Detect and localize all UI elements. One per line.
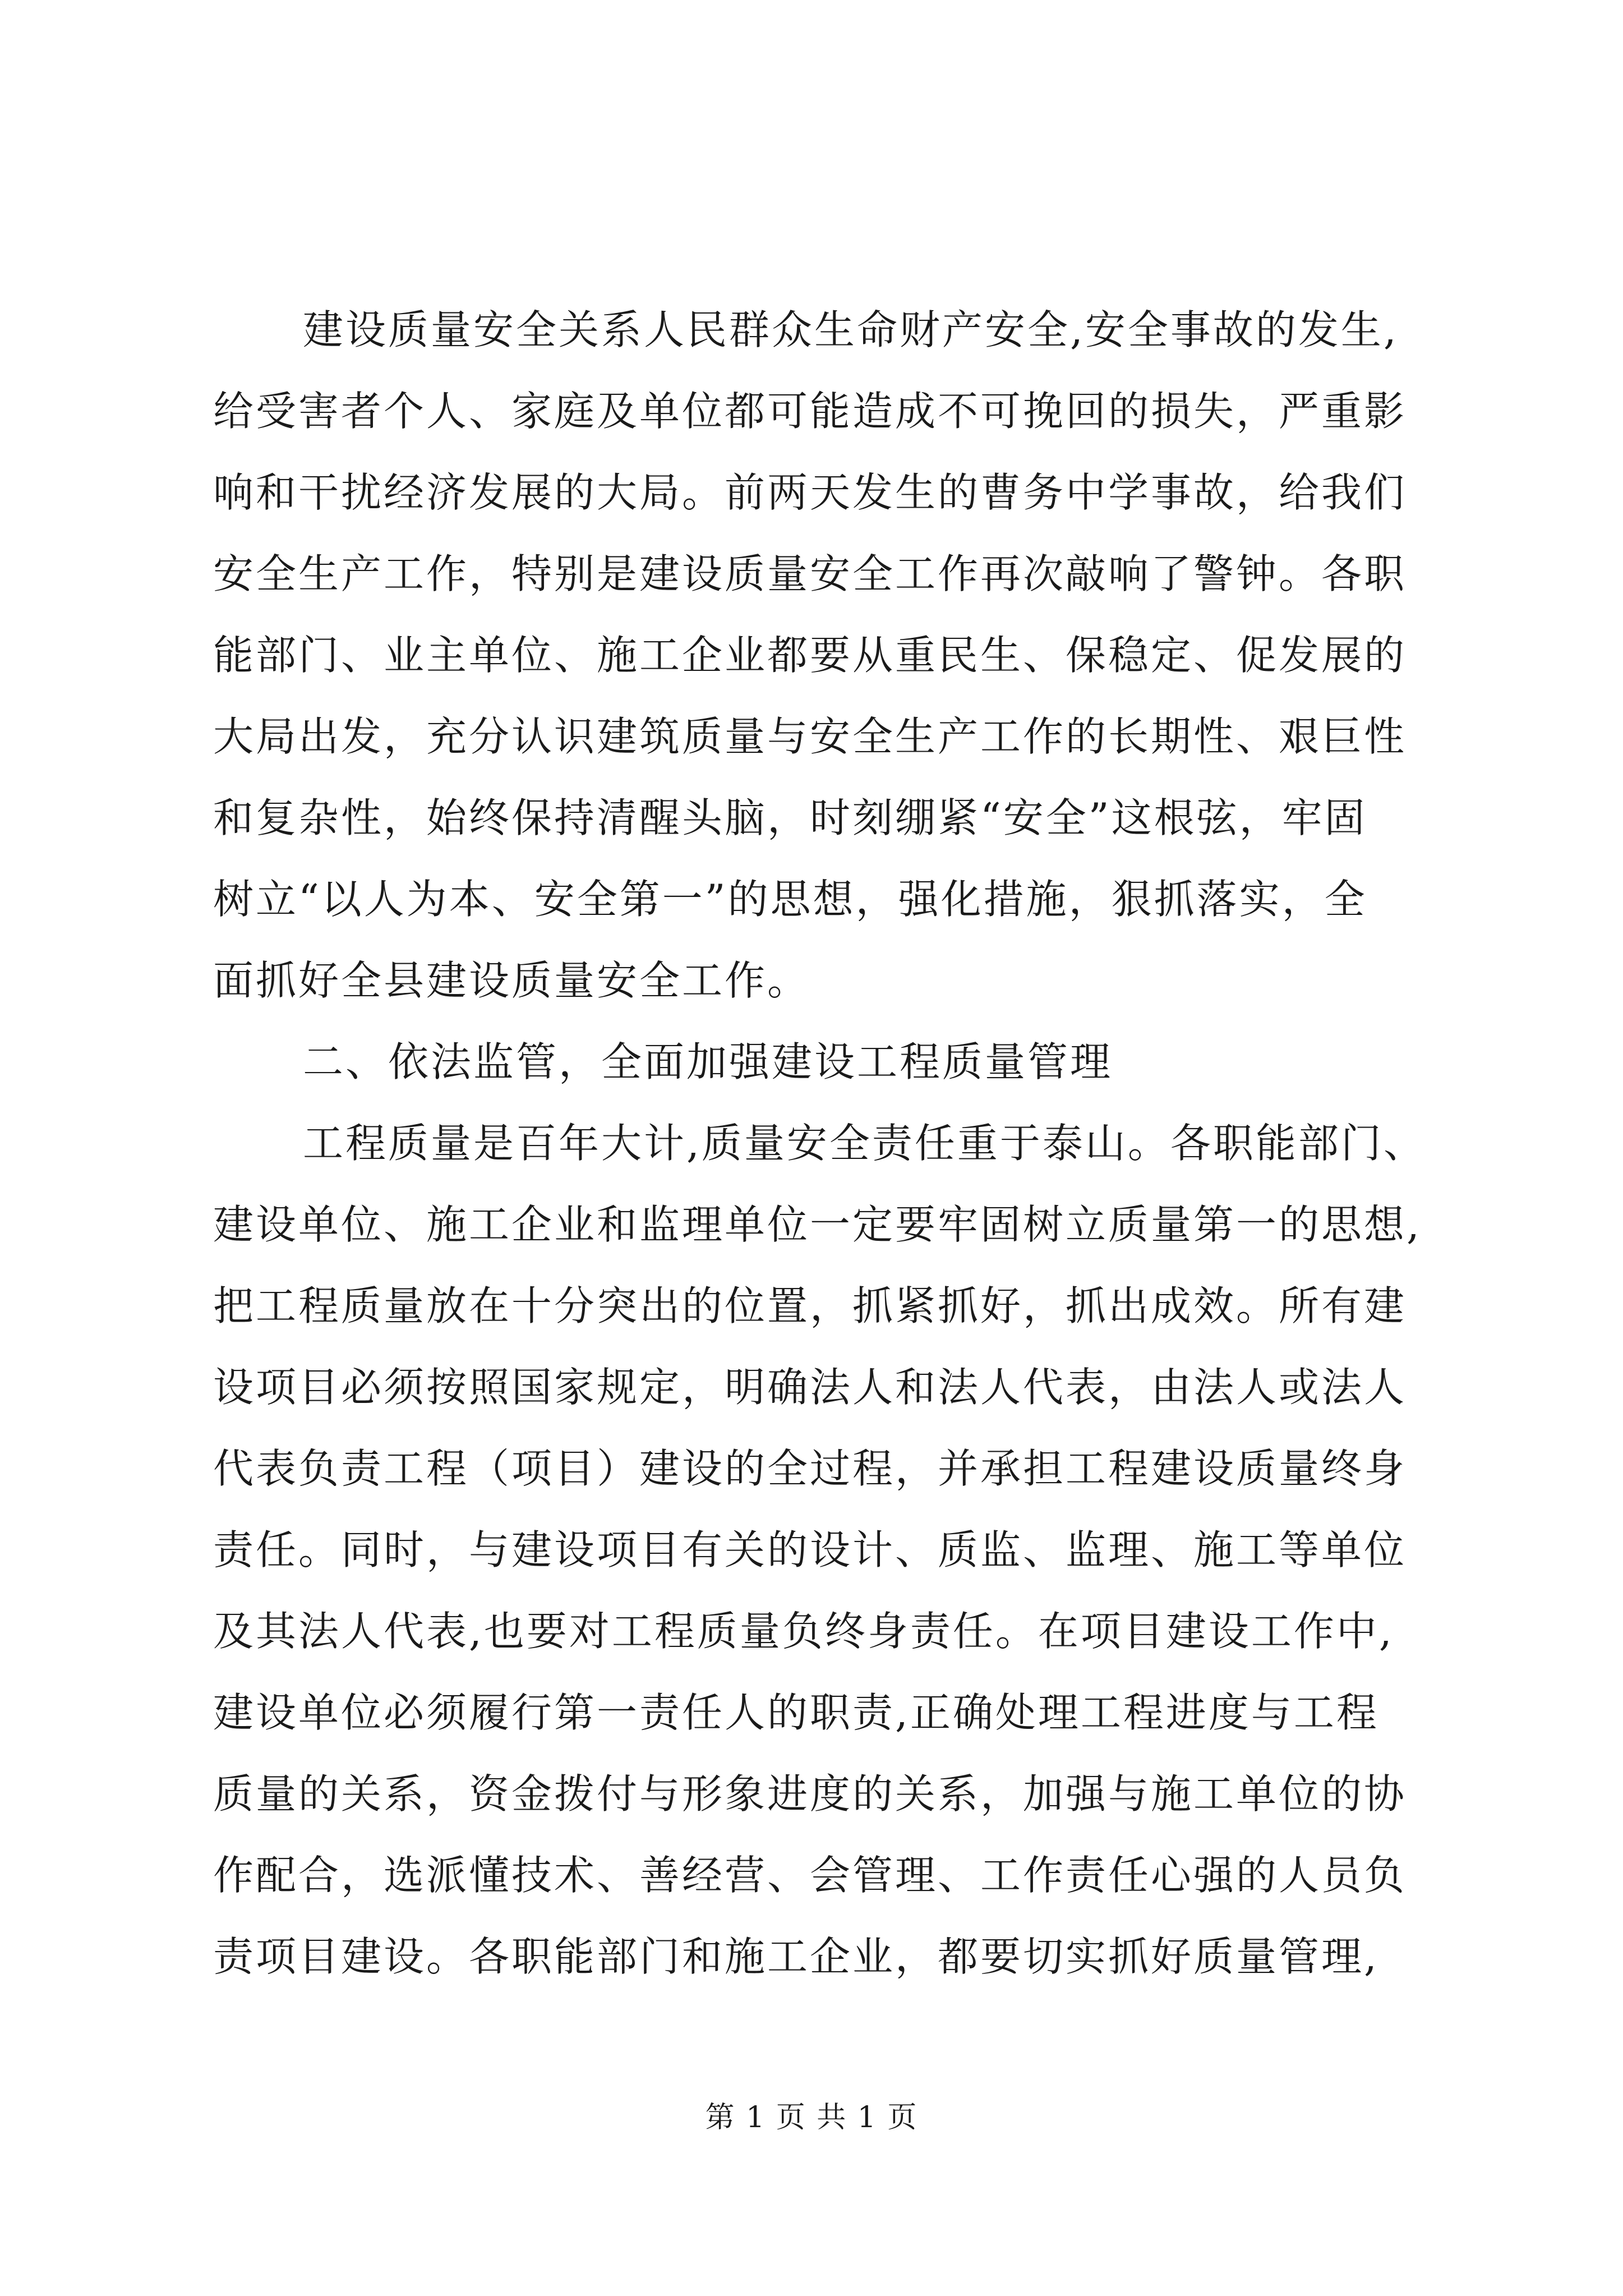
text-line: 代表负责工程（项目）建设的全过程，并承担工程建设质量终身 bbox=[213, 1445, 1407, 1492]
text-line: 大局出发，充分认识建筑质量与安全生产工作的长期性、艰巨性 bbox=[213, 713, 1407, 760]
text-line: 设项目必须按照国家规定，明确法人和法人代表，由法人或法人 bbox=[213, 1364, 1407, 1411]
section-heading: 二、依法监管，全面加强建设工程质量管理 bbox=[303, 1038, 1113, 1085]
text-line: 把工程质量放在十分突出的位置，抓紧抓好，抓出成效。所有建 bbox=[213, 1282, 1407, 1329]
text-line: 及其法人代表,也要对工程质量负终身责任。在项目建设工作中, bbox=[213, 1608, 1394, 1655]
text-line: 质量的关系，资金拨付与形象进度的关系，加强与施工单位的协 bbox=[213, 1770, 1407, 1818]
text-line: 树立“以人为本、安全第一”的思想，强化措施，狠抓落实，全 bbox=[213, 876, 1367, 923]
text-line: 建设单位必须履行第一责任人的职责,正确处理工程进度与工程 bbox=[213, 1689, 1379, 1736]
text-line: 给受害者个人、家庭及单位都可能造成不可挽回的损失，严重影 bbox=[213, 388, 1407, 435]
text-line: 和复杂性，始终保持清醒头脑，时刻绷紧“安全”这根弦，牢固 bbox=[213, 794, 1367, 841]
text-line: 建设质量安全关系人民群众生命财产安全,安全事故的发生, bbox=[303, 306, 1399, 353]
text-line: 作配合，选派懂技术、善经营、会管理、工作责任心强的人员负 bbox=[213, 1852, 1407, 1899]
text-line: 责项目建设。各职能部门和施工企业，都要切实抓好质量管理, bbox=[213, 1933, 1379, 1980]
text-line: 责任。同时，与建设项目有关的设计、质监、监理、施工等单位 bbox=[213, 1526, 1407, 1573]
text-line: 工程质量是百年大计,质量安全责任重于泰山。各职能部门、 bbox=[303, 1120, 1426, 1167]
text-line: 面抓好全县建设质量安全工作。 bbox=[213, 957, 810, 1004]
text-line: 响和干扰经济发展的大局。前两天发生的曹务中学事故，给我们 bbox=[213, 469, 1407, 516]
text-line: 安全生产工作，特别是建设质量安全工作再次敲响了警钟。各职 bbox=[213, 550, 1407, 597]
text-line: 能部门、业主单位、施工企业都要从重民生、保稳定、促发展的 bbox=[213, 632, 1407, 679]
page-number-footer: 第 1 页 共 1 页 bbox=[705, 2101, 918, 2134]
text-line: 建设单位、施工企业和监理单位一定要牢固树立质量第一的思想, bbox=[213, 1201, 1422, 1248]
